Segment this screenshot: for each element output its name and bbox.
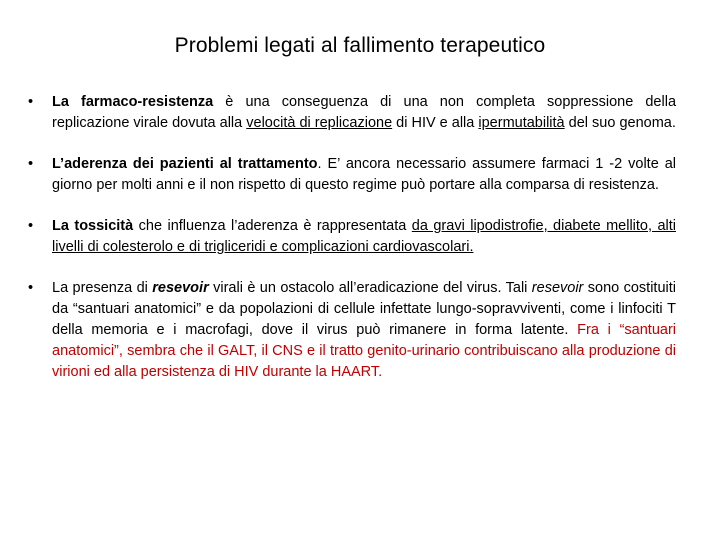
term-aderenza: L’aderenza dei pazienti al trattamento — [52, 156, 318, 172]
bullet-marker: • — [28, 218, 34, 234]
bullet-list — [28, 92, 676, 403]
underlined-velocita-replicazione: velocità di replicazione — [246, 115, 393, 131]
bullet-marker: • — [28, 156, 34, 172]
bullet-resevoir — [28, 278, 676, 383]
bullet-text: che influenza l’aderenza è rappresentata — [133, 218, 412, 234]
bullet-tossicita — [28, 216, 676, 258]
bullet-marker: • — [28, 280, 34, 296]
term-resevoir-italic: resevoir — [531, 280, 584, 296]
highlight-santuari: Fra i “santuari anatomici”, sembra che il GALT, il CNS e il tratto genito-urinario contribuiscano alla produzione di virioni ed alla persistenza di HIV durante la HAART. — [52, 322, 676, 380]
bullet-text: di HIV e alla — [392, 115, 479, 131]
underlined-ipermutabilita: ipermutabilità — [478, 115, 565, 131]
underlined-complicazioni: da gravi lipodistrofie, diabete mellito, alti livelli di colesterolo e di trigliceridi e complicazioni cardiovascolari. — [52, 218, 676, 255]
bullet-farmaco-resistenza — [28, 92, 676, 134]
bullet-text: è una conseguenza di una non completa soppressione della replicazione virale dovuta alla — [52, 94, 677, 131]
bullet-marker: • — [28, 94, 34, 110]
term-farmaco-resistenza: La farmaco-resistenza — [52, 94, 214, 110]
bullet-text: sono costituiti da “santuari anatomici” e da popolazioni di cellule infettate lungo-sopravviventi, come i linfociti T della memoria e i macrofagi, dove il virus può rimanere in forma latente. — [52, 280, 677, 338]
term-tossicita: La tossicità — [52, 218, 134, 234]
bullet-text: del suo genoma. — [564, 115, 676, 131]
bullet-text: . E’ ancora necessario assumere farmaci 1 -2 volte al giorno per molti anni e il non rispetto di questo regime può portare alla comparsa di resistenza. — [52, 156, 676, 193]
bullet-text: La presenza di — [52, 280, 153, 296]
term-resevoir: resevoir — [152, 280, 209, 296]
slide-title: Problemi legati al fallimento terapeutico — [174, 34, 546, 57]
bullet-text: virali è un ostacolo all’eradicazione del virus. Tali — [208, 280, 532, 296]
bullet-aderenza — [28, 154, 676, 196]
